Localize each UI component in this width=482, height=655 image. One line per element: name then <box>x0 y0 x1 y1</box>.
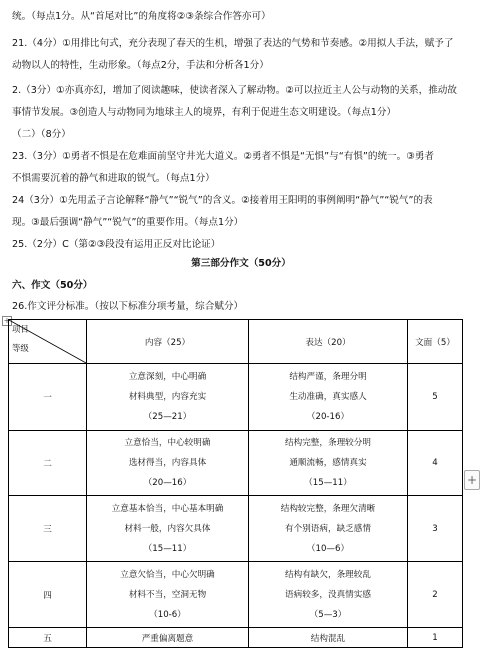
content-line: 立意基本恰当，中心基本明确 <box>111 503 224 514</box>
answer-line-9: 24（3分）①先用孟子言论解释“静气”“锐气”的含义。②接着用王阳明的事例阐明“静气”“锐气”的表 <box>12 195 433 206</box>
surface-cell: 2 <box>408 562 463 628</box>
surface-cell: 4 <box>408 431 463 496</box>
expression-line: 有个别语病，缺乏感情 <box>285 523 371 534</box>
surface-cell: 1 <box>408 628 463 648</box>
content-line: 立意深刻，中心明确 <box>128 372 207 382</box>
content-cell <box>87 496 249 562</box>
expression-line: 通顺流畅，感情真实 <box>289 458 367 468</box>
expression-line: 结构较完整，条理欠清晰 <box>280 503 376 514</box>
grade-cell: 一 <box>9 364 87 431</box>
expression-cell <box>249 496 408 562</box>
content-line: 立意恰当，中心较明确 <box>124 438 211 448</box>
answer-line-11: 25.（2分）C（第②③段没有运用正反对比论证） <box>12 239 221 250</box>
content-score-range: （25—21） <box>143 412 192 422</box>
header-corner-cell <box>9 320 87 364</box>
expression-score-range: （20-16） <box>306 412 350 422</box>
surface-cell: 5 <box>408 364 463 431</box>
table-row <box>9 431 463 496</box>
essay-intro: 26.作文评分标准。（按以下标准分项考量，综合赋分） <box>12 301 244 312</box>
table-header-row <box>9 320 463 364</box>
expression-line: 结构有缺欠，条理较乱 <box>285 569 371 580</box>
answer-line-2: 21.（4分）①用排比句式，充分表现了春天的生机，增强了表达的气势和节奏感。②用拟人手法，赋予了 <box>12 38 454 49</box>
expression-score-range: （10—6） <box>306 543 350 554</box>
answer-line-3: 动物以人的特性，生动形象。（每点2分，手法和分析各1分） <box>12 60 269 71</box>
answer-line-10: 现。③最后强调“静气”“锐气”的重要作用。（每点1分） <box>12 217 244 228</box>
grade-cell: 三 <box>9 496 87 562</box>
content-line: 选材得当，内容具体 <box>128 458 207 468</box>
content-line: 材料不当，空洞无物 <box>128 589 207 600</box>
expression-cell <box>249 562 408 628</box>
essay-heading: 六、作文（50分） <box>12 280 93 291</box>
grade-cell: 五 <box>9 628 87 648</box>
content-score-range: （20—16） <box>143 478 192 488</box>
corner-label-top: 项目 <box>12 324 29 334</box>
table-row <box>9 496 463 562</box>
table-row <box>9 628 463 648</box>
expression-line: 生动准确，真实感人 <box>289 392 367 402</box>
expression-line: 语病较多，没真情实感 <box>285 589 371 600</box>
answer-line-6: （二）（8分） <box>12 129 71 140</box>
header-surface: 文面（5） <box>408 320 463 364</box>
expression-score-range: （15—11） <box>304 478 352 488</box>
content-line: 材料一般，内容欠具体 <box>124 523 211 534</box>
header-expression: 表达（20） <box>249 320 408 364</box>
content-cell <box>87 431 249 496</box>
table-move-handle-icon[interactable]: + <box>3 316 11 325</box>
add-icon[interactable]: + <box>464 470 480 490</box>
section-title: 第三部分作文（50分） <box>191 258 291 269</box>
answer-line-5: 事情节发展。③创造人与动物同为地球主人的境界，有利于促进生态文明建设。（每点1分） <box>12 107 397 118</box>
answer-line-8: 不惧需要沉着的静气和进取的锐气。（每点1分） <box>12 173 215 184</box>
content-line: 立意欠恰当，中心欠明确 <box>120 569 215 580</box>
grade-cell: 二 <box>9 431 87 496</box>
grade-cell: 四 <box>9 562 87 628</box>
table-row <box>9 364 463 431</box>
rubric-table <box>8 319 463 648</box>
content-line: 材料典型，内容充实 <box>128 392 207 402</box>
expression-cell <box>249 364 408 431</box>
expression-score-range: （5—3） <box>309 609 347 620</box>
answer-line-4: 2.（3分）①亦真亦幻，增加了阅读趣味，使读者深入了解动物。②可以拉近主人公与动物的关系，推动故 <box>12 85 457 96</box>
content-cell: 严重偏离题意 <box>87 628 249 648</box>
content-score-range: （10-6） <box>149 609 186 620</box>
expression-cell: 结构混乱 <box>249 628 408 648</box>
table-row <box>9 562 463 628</box>
expression-cell <box>249 431 408 496</box>
answer-line-1: 统。（每点1分。从“首尾对比”的角度将②③条综合作答亦可） <box>12 11 271 22</box>
corner-label-bottom: 等级 <box>12 343 29 353</box>
content-score-range: （15—11） <box>143 543 192 554</box>
expression-line: 结构完整，条理较分明 <box>285 438 371 448</box>
content-cell <box>87 364 249 431</box>
content-cell <box>87 562 249 628</box>
header-content: 内容（25） <box>87 320 249 364</box>
expression-line: 结构严谨，条理分明 <box>289 372 367 382</box>
surface-cell: 3 <box>408 496 463 562</box>
answer-line-7: 23.（3分）①勇者不惧是在危难面前坚守井光大道义。②勇者不惧是“无惧”与“有惧”的统一。③勇者 <box>12 151 435 162</box>
